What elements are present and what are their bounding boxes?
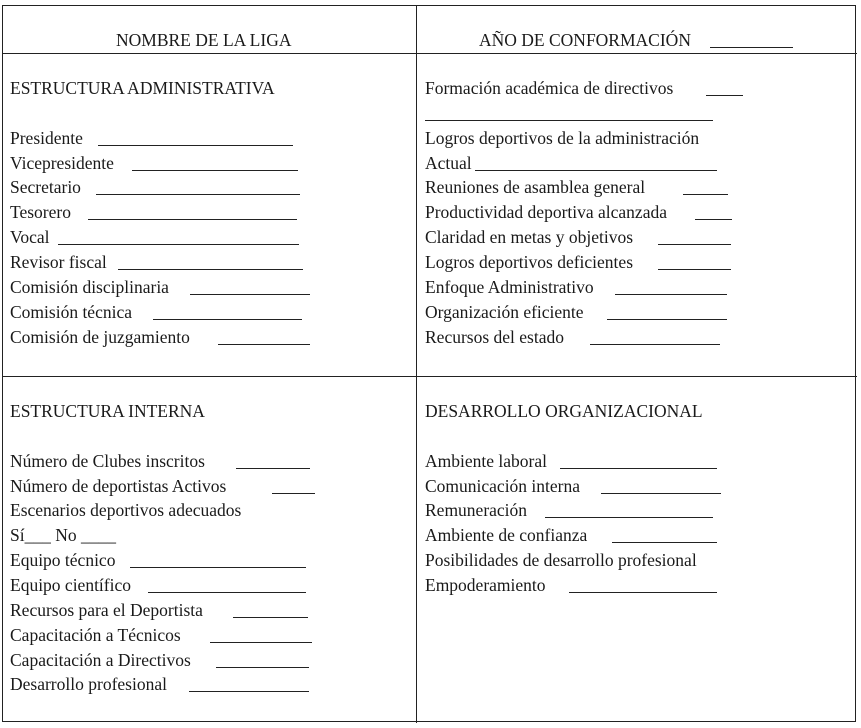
development-section-heading: DESARROLLO ORGANIZACIONAL [425, 401, 703, 421]
development-item-label: Ambiente de confianza [425, 525, 588, 546]
evaluation-item-field[interactable] [590, 344, 720, 345]
evaluation-item-label: Productividad deportiva alcanzada [425, 202, 667, 223]
admin-item-label: Revisor fiscal [10, 251, 107, 272]
development-item-field[interactable] [601, 493, 721, 494]
admin-item-field[interactable] [58, 244, 299, 245]
evaluation-item-label: Logros deportivos deficientes [425, 251, 634, 272]
admin-item-label: Secretario [10, 177, 81, 198]
internal-item-label: Equipo científico [10, 574, 132, 595]
evaluation-item-field[interactable] [658, 269, 731, 270]
row-divider [2, 53, 857, 54]
development-item-label: Posibilidades de desarrollo profesional [425, 550, 697, 571]
internal-item-label: Número de Clubes inscritos [10, 450, 205, 471]
column-divider [416, 5, 417, 723]
development-item-label: Empoderamiento [425, 574, 546, 595]
internal-item-label: Capacitación a Técnicos [10, 624, 181, 645]
internal-item-field[interactable] [272, 493, 315, 494]
admin-item-label: Tesorero [10, 202, 71, 223]
internal-section-heading: ESTRUCTURA INTERNA [10, 401, 205, 421]
internal-item-field[interactable] [148, 592, 306, 593]
admin-item-field[interactable] [96, 194, 300, 195]
evaluation-item-field[interactable] [695, 219, 732, 220]
development-item-field[interactable] [612, 542, 717, 543]
admin-item-label: Comisión técnica [10, 301, 132, 322]
admin-item-field[interactable] [118, 269, 303, 270]
evaluation-item-field[interactable] [706, 95, 743, 96]
evaluation-item-field[interactable] [658, 244, 731, 245]
admin-item-label: Vocal [10, 227, 50, 248]
admin-section-heading: ESTRUCTURA ADMINISTRATIVA [10, 78, 275, 98]
evaluation-item-field[interactable] [475, 170, 717, 171]
league-name-header: NOMBRE DE LA LIGA [116, 30, 292, 50]
admin-item-field[interactable] [98, 145, 293, 146]
evaluation-item-label: Reuniones de asamblea general [425, 177, 646, 198]
evaluation-item-field[interactable] [607, 319, 727, 320]
evaluation-item-label: Claridad en metas y objetivos [425, 227, 634, 248]
development-item-label: Remuneración [425, 500, 528, 521]
development-item-field[interactable] [569, 592, 717, 593]
evaluation-item-label: Recursos del estado [425, 326, 564, 347]
founding-year-field[interactable] [710, 47, 793, 48]
development-item-label: Ambiente laboral [425, 450, 547, 471]
evaluation-item-label: Organización eficiente [425, 301, 584, 322]
admin-item-field[interactable] [153, 319, 302, 320]
admin-item-field[interactable] [132, 170, 298, 171]
internal-item-label: Escenarios deportivos adecuados [10, 500, 242, 521]
internal-item-field[interactable] [210, 642, 312, 643]
internal-item-label: Capacitación a Directivos [10, 649, 191, 670]
evaluation-item-label: Enfoque Administrativo [425, 276, 594, 297]
admin-item-field[interactable] [218, 344, 310, 345]
admin-item-label: Vicepresidente [10, 152, 114, 173]
internal-item-label: Recursos para el Deportista [10, 599, 203, 620]
development-item-field[interactable] [545, 517, 713, 518]
internal-item-field[interactable] [236, 468, 310, 469]
internal-item-label: Sí___ No ____ [10, 525, 116, 546]
evaluation-item-field[interactable] [683, 194, 728, 195]
internal-item-label: Equipo técnico [10, 550, 116, 571]
development-item-field[interactable] [560, 468, 717, 469]
row-divider [2, 376, 857, 377]
admin-item-label: Presidente [10, 127, 83, 148]
evaluation-item-field[interactable] [425, 120, 713, 121]
internal-item-field[interactable] [233, 617, 308, 618]
internal-item-label: Número de deportistas Activos [10, 475, 227, 496]
founding-year-header: AÑO DE CONFORMACIÓN [479, 30, 691, 50]
evaluation-item-field[interactable] [615, 294, 727, 295]
admin-item-field[interactable] [190, 294, 310, 295]
internal-item-field[interactable] [216, 667, 309, 668]
admin-item-field[interactable] [88, 219, 297, 220]
evaluation-item-label: Logros deportivos de la administración [425, 127, 700, 148]
admin-item-label: Comisión disciplinaria [10, 276, 169, 297]
internal-item-field[interactable] [130, 567, 306, 568]
evaluation-item-label: Formación académica de directivos [425, 78, 674, 98]
admin-item-label: Comisión de juzgamiento [10, 326, 190, 347]
internal-item-label: Desarrollo profesional [10, 674, 167, 695]
development-item-label: Comunicación interna [425, 475, 581, 496]
internal-item-field[interactable] [189, 691, 309, 692]
evaluation-item-label: Actual [425, 152, 472, 173]
